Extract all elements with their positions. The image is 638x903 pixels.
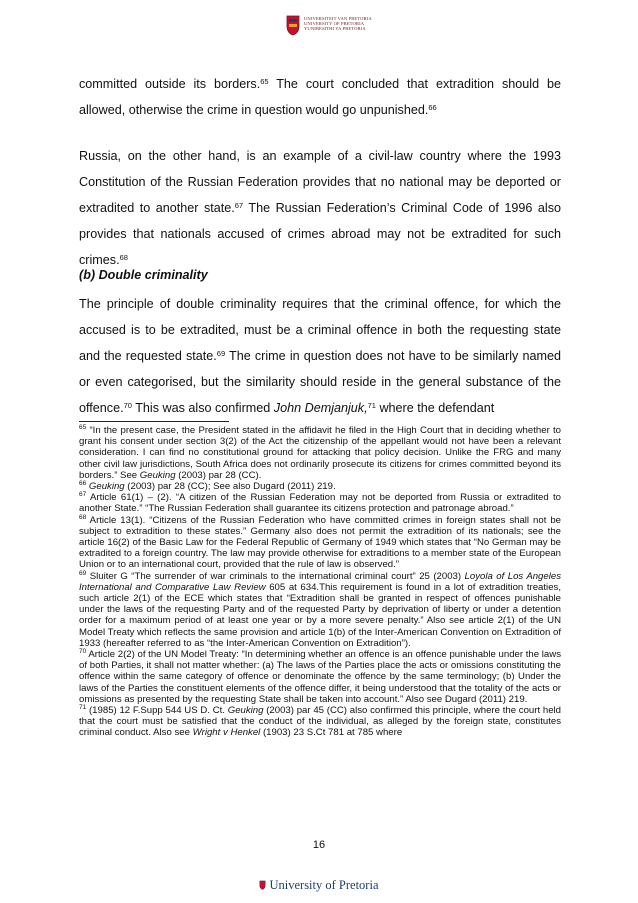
footnote-67	[79, 492, 561, 514]
text-run: (2003) par 45 (CC) also confirmed this principle, where the court held that the court must be satisfied that the conduct of the individual, as alleged by the foreign state, constitutes criminal conduct. Also see	[79, 705, 562, 739]
footnote-reference: 67	[234, 200, 244, 210]
university-logo-footer	[0, 878, 638, 893]
text-run: The principle of double criminality requires that the criminal offence, for which the accused is to be extradited, must be a criminal offence in both the requesting state and the requested state.	[79, 297, 561, 363]
footer-university-name: University of Pretoria	[269, 878, 379, 892]
footnote-number: 66	[79, 480, 87, 488]
italic-text: Loyola of Los Angeles International and Comparative Law Review	[79, 570, 561, 593]
text-run: committed outside its borders.	[79, 77, 261, 91]
footnote-71	[79, 705, 561, 739]
footnote-68	[79, 515, 561, 571]
text-run: Article 13(1). “Citizens of the Russian Federation who have committed crimes in foreign states shall not be subject to extradition to these states.” Germany also does not permit the extradition of its nationals; see the article 16(2) of the Basic Law for the Federal Republic of Germany of 1949 which states that “No German may be extradited to a foreign country. The law may provide otherwise for extraditions to a member state of the European Union or to an international court, provided that the rule of law is observed.”	[79, 514, 561, 571]
footnote-reference: 69	[216, 348, 226, 358]
text-run: where the defendant	[375, 401, 495, 415]
paragraph-double-criminality	[79, 291, 561, 421]
text-run: (2003) par 28 (CC).	[175, 469, 262, 481]
footnote-number: 67	[79, 491, 87, 499]
logo-wordmark: UNIVERSITEIT VAN PRETORIA UNIVERSITY OF PRETORIA YUNIBESITHI YA PRETORIA	[304, 16, 372, 31]
text-run: Sluiter G “The surrender of war criminals to the international criminal court” 25 (2003)	[86, 570, 465, 582]
footnote-70	[79, 649, 561, 705]
italic-text: Geuking	[88, 481, 125, 493]
text-run: 605 at 634.This requirement is found in a lot of extradition treaties, such article 2(1) of the ECE which states that “Extradition shall be granted in respect of offences punishable under the laws of the requesting Party and of the requested Party by deprivation of liberty or under a detention order for a maximum period of at least one year or by a more severe penalty.” Also see article 2(1) of the UN Model Treaty which reflects the same provision and article 1(b) of the Inter-American Convention on Extradition of 1933 (hereafter referred to as “the Inter-American Convention on Extradition”).	[79, 581, 561, 649]
footnote-66	[79, 481, 561, 492]
text-run: “In the present case, the President stated in the affidavit he filed in the High Court that in deciding whether to grant his consent under section 3(2) of the Act the citizenship of the appellant would not have been a relevant consideration. I can find no constitutional ground for attacking that policy decision. Unlike the FRG and many other civil law jurisdictions, South Africa does not ordinarily prosecute its citizens for crimes committed beyond its borders.” See	[79, 425, 561, 481]
footnote-65	[79, 425, 561, 481]
paragraph-russia-example	[79, 143, 561, 273]
text-run: The crime in question does not have to be similarly named or even categorised, but the similarity should reside in the general substance of the offence.	[79, 349, 561, 415]
text-run: The Russian Federation’s Criminal Code of 1996 also provides that nationals accused of crimes abroad may not be extradited for such crimes.	[79, 201, 561, 267]
university-logo-header	[284, 12, 372, 40]
footnote-69	[79, 571, 561, 649]
footnotes	[79, 425, 561, 739]
paragraph-extradition-conclusion	[79, 71, 561, 123]
text-run: This was also confirmed	[131, 401, 274, 415]
footnote-reference: 66	[428, 102, 437, 112]
text-run: (1903) 23 S.Ct 781 at 785 where	[260, 727, 403, 739]
footnote-reference: 68	[119, 252, 128, 262]
italic-text: John Demjanjuk,	[273, 401, 368, 415]
crest-icon	[259, 880, 266, 890]
text-run: Russia, on the other hand, is an example of a civil-law country where the 1993 Constitution of the Russian Federation provides that no national may be deported or extradited to another state.	[79, 149, 561, 215]
footnote-reference: 71	[367, 400, 376, 410]
footnote-reference: 65	[260, 76, 269, 86]
text-run: The court concluded that extradition should be allowed, otherwise the crime in question would go unpunished.	[79, 77, 561, 117]
italic-text: Geuking	[227, 705, 264, 717]
footnote-reference: 70	[123, 400, 132, 410]
footnote-separator	[79, 421, 229, 422]
footnote-number: 71	[79, 704, 87, 712]
page-number: 16	[312, 839, 326, 851]
text-run: Article 2(2) of the UN Model Treaty: “In determining whether an offence is an offence punishable under the laws of both Parties, it shall not matter whether: (a) The laws of the Parties place the acts or omissions constituting the offence within the same category of offence or denominate the offence by the same terminology; (b) Under the laws of the Parties the constituent elements of the offence differ, it being understood that the totality of the acts or omissions as presented by the requesting State shall be taken into account.” Also see Dugard (2011) 219.	[79, 649, 561, 705]
italic-text: Geuking	[139, 469, 176, 481]
text-run: (2003) par 28 (CC); See also Dugard (2011) 219.	[124, 481, 336, 493]
text-run: Article 61(1) – (2). “A citizen of the Russian Federation may not be deported from Russia or extradited to another State.” “The Russian Federation shall guarantee its citizens protection and patronage abroad.”	[79, 492, 561, 515]
crest-icon	[286, 14, 300, 36]
footnote-number: 70	[79, 648, 87, 656]
section-heading: (b) Double criminality	[79, 268, 208, 282]
footnote-number: 65	[79, 424, 87, 432]
text-run: (1985) 12 F.Supp 544 US D. Ct.	[86, 705, 228, 717]
footnote-number: 69	[79, 569, 87, 577]
italic-text: Wright v Henkel	[192, 727, 261, 739]
footnote-number: 68	[79, 513, 87, 521]
